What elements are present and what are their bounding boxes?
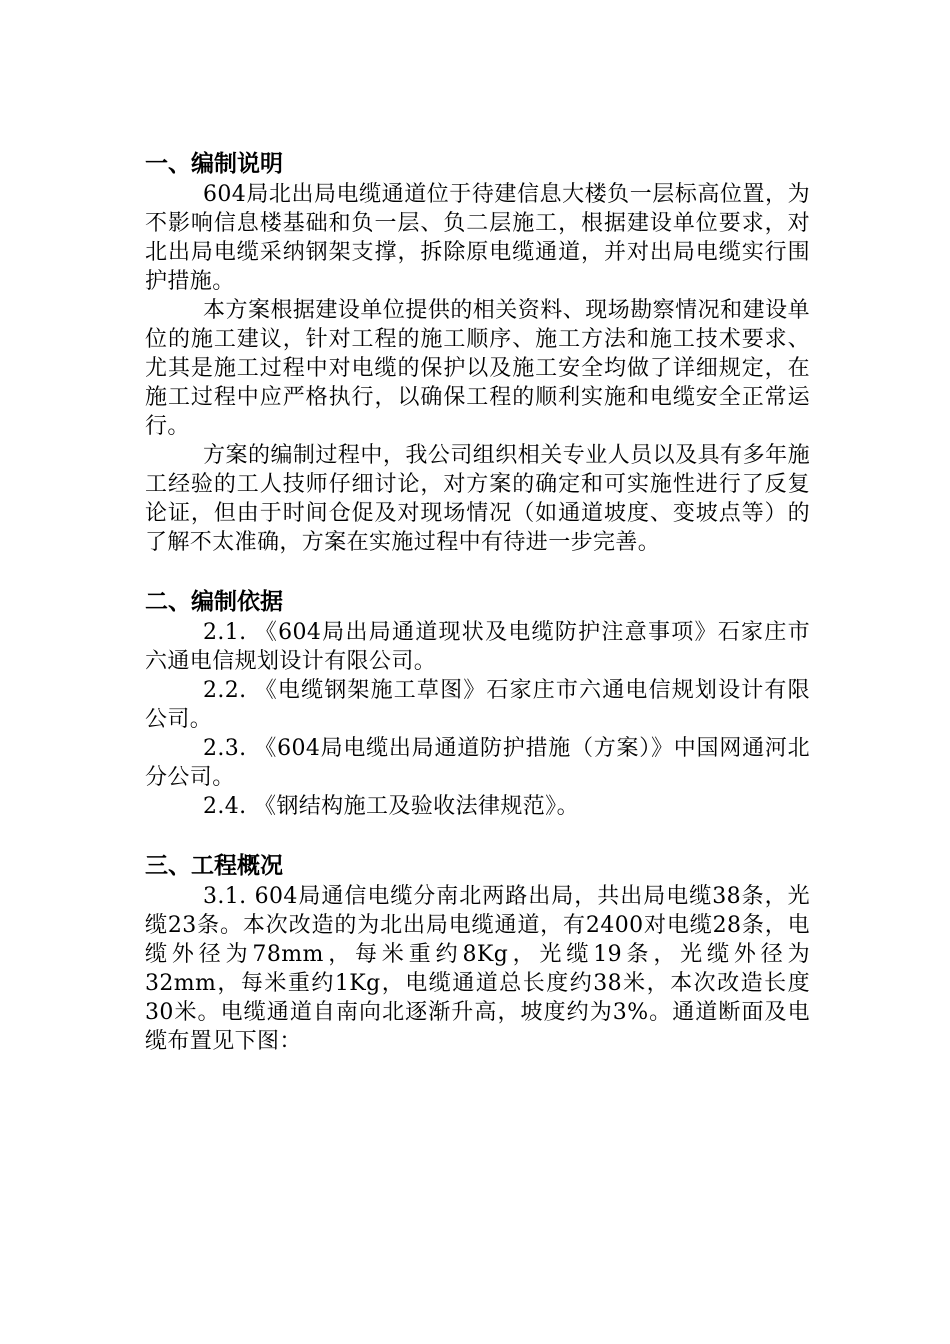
paragraph: 方案的编制过程中，我公司组织相关专业人员以及具有多年施工经验的工人技师仔细讨论，对方案的确定和可实施性进行了反复论证，但由于时间仓促及对现场情况（如通道坡度、变坡点等）的了解不太准确，方案在实施过程中有待进一步完善。: [145, 443, 810, 555]
reference-item: 2.4. 《钢结构施工及验收法律规范》。: [203, 794, 579, 819]
reference-item: 2.2. 《电缆钢架施工草图》石家庄市六通电信规划设计有限公司。: [145, 678, 810, 732]
paragraph: 604局北出局电缆通道位于待建信息大楼负一层标高位置，为不影响信息楼基础和负一层、负二层施工，根据建设单位要求，对北出局电缆采纳钢架支撑，拆除原电缆通道，并对出局电缆实行围护措施。: [145, 182, 810, 294]
paragraph: 3.1. 604局通信电缆分南北两路出局，共出局电缆38条，光缆23条。本次改造的为北出局电缆通道，有2400对电缆28条，电缆外径为78mm，每米重约8Kg，光缆19条，光缆外径为32mm，每米重约1Kg，电缆通道总长度约38米，本次改造长度30米。电缆通道自南向北逐渐升高，坡度约为3%。通道断面及电缆布置见下图：: [145, 884, 810, 1054]
document-page: [145, 148, 810, 1056]
section-project-overview: [145, 850, 810, 1056]
section-compilation-basis: [145, 586, 810, 821]
section-heading: 一、编制说明: [145, 151, 283, 177]
section-heading: 三、工程概况: [145, 853, 283, 879]
paragraph: 本方案根据建设单位提供的相关资料、现场勘察情况和建设单位的施工建议，针对工程的施工顺序、施工方法和施工技术要求、尤其是施工过程中对电缆的保护以及施工安全均做了详细规定，在施工过程中应严格执行，以确保工程的顺利实施和电缆安全正常运行。: [145, 298, 810, 439]
reference-item: 2.3. 《604局电缆出局通道防护措施（方案）》中国网通河北分公司。: [145, 736, 810, 790]
reference-item: 2.1. 《604局出局通道现状及电缆防护注意事项》石家庄市六通电信规划设计有限公司。: [145, 620, 810, 674]
section-heading: 二、编制依据: [145, 589, 283, 615]
section-compilation-notes: [145, 148, 810, 557]
